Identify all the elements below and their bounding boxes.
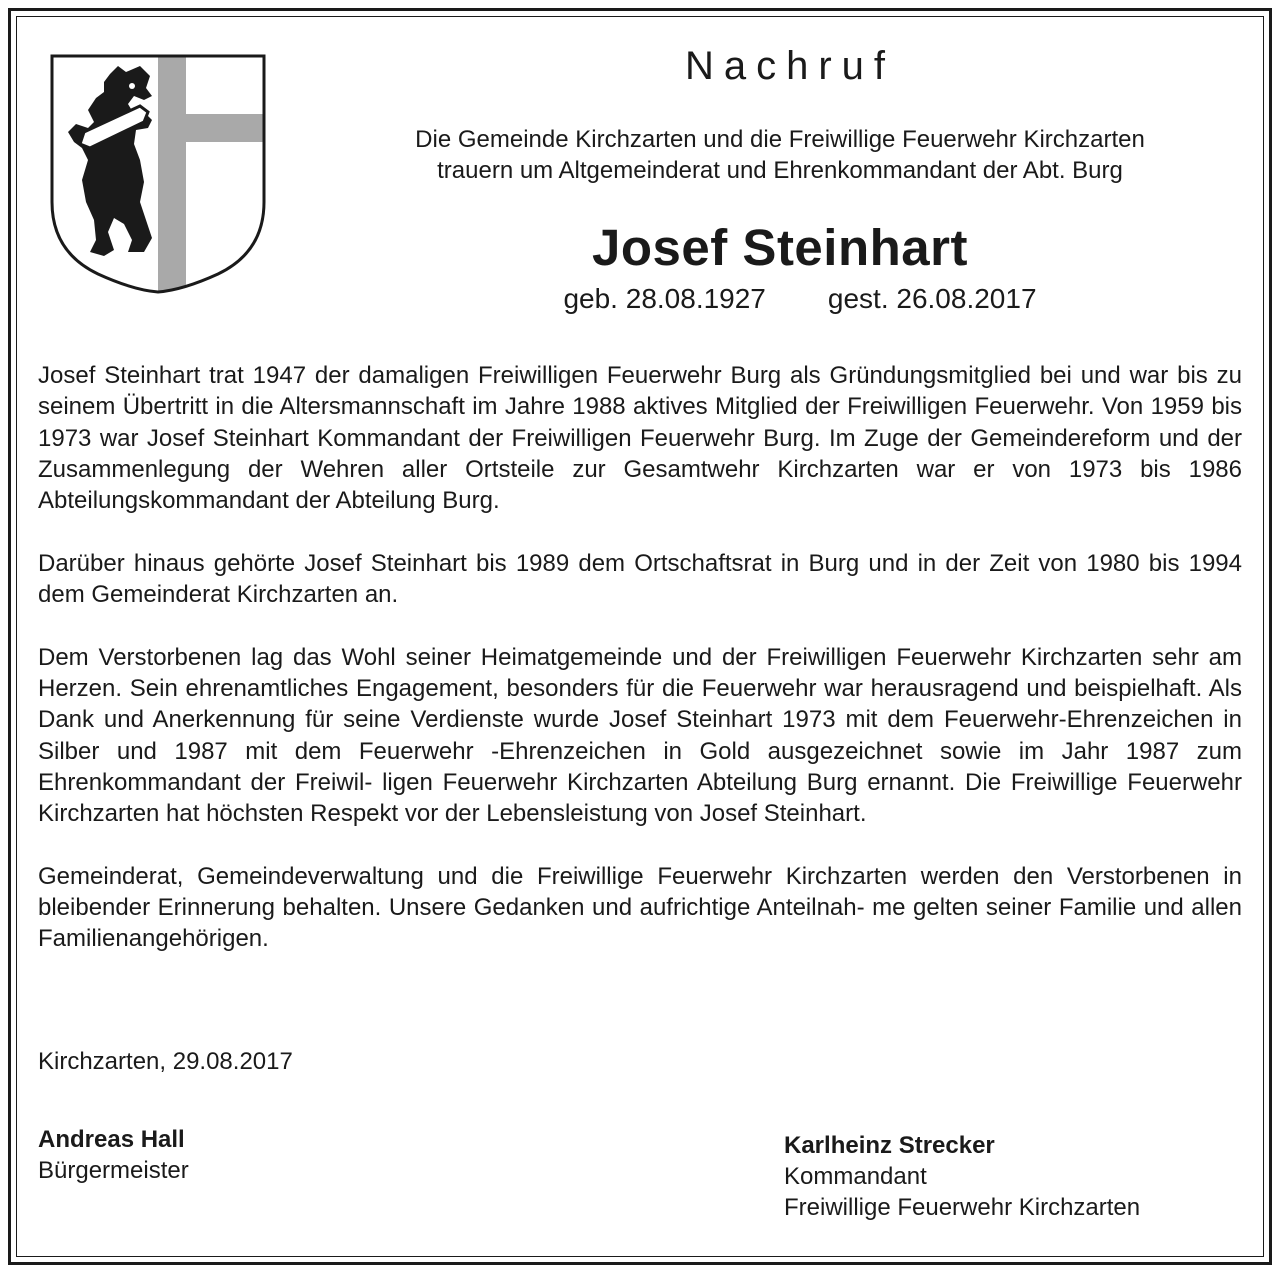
death-date: gest. 26.08.2017 bbox=[827, 283, 1037, 314]
body-paragraph: Gemeinderat, Gemeindeverwaltung und die Freiwillige Feuerwehr Kirchzarten werden den Verstorbenen in bleibender Erinnerung behalten. Unsere Gedanken und aufrichtige Anteilnah- me gelten seiner Familie und allen Familienangehörigen. bbox=[38, 862, 1242, 953]
coat-of-arms-bear-cross-icon bbox=[48, 52, 268, 294]
intro-line-2: trauern um Altgemeinderat und Ehrenkommandant der Abt. Burg bbox=[437, 157, 1123, 184]
signature-block-mayor bbox=[38, 1124, 189, 1186]
place-and-date: Kirchzarten, 29.08.2017 bbox=[38, 1048, 293, 1075]
signer-role: Kommandant bbox=[784, 1163, 927, 1190]
notice-title: Nachruf bbox=[684, 44, 896, 88]
signature-block-commander bbox=[784, 1130, 1140, 1223]
intro-text bbox=[320, 124, 1240, 186]
signer-name: Karlheinz Strecker bbox=[784, 1132, 995, 1159]
signer-organization: Freiwillige Feuerwehr Kirchzarten bbox=[784, 1194, 1141, 1221]
body-paragraph: Darüber hinaus gehörte Josef Steinhart bis 1989 dem Ortschaftsrat in Burg und in der Zeit von 1980 bis 1994 dem Gemeinderat Kirchzarten an. bbox=[38, 549, 1242, 609]
body-paragraph: Josef Steinhart trat 1947 der damaligen Freiwilligen Feuerwehr Burg als Gründungsmitglied bei und war bis zu seinem Übertritt in die Altersmannschaft im Jahre 1988 aktives Mitglied der Freiwilligen Feuerwehr. Von 1959 bis 1973 war Josef Steinhart Kommandant der Freiwilligen Feuerwehr Burg. Im Zuge der Gemeindereform und der Zusammenlegung der Wehren aller Ortsteile zur Gesamtwehr Kirchzarten war er von 1973 bis 1986 Abteilungskommandant der Abteilung Burg. bbox=[38, 362, 1242, 515]
body-paragraph: Dem Verstorbenen lag das Wohl seiner Heimatgemeinde und der Freiwilligen Feuerwehr Kirchzarten sehr am Herzen. Sein ehrenamtliches Engagement, besonders für die Feuerwehr war herausragend und beispielhaft. Als Dank und Anerkennung für seine Verdienste wurde Josef Steinhart 1973 mit dem Feuerwehr-Ehrenzeichen in Silber und 1987 mit dem Feuerwehr -Ehrenzeichen in Gold ausgezeichnet sowie im Jahr 1987 zum Ehrenkommandant der Freiwil- ligen Feuerwehr Kirchzarten Abteilung Burg ernannt. Die Freiwillige Feuerwehr Kirchzarten hat höchsten Respekt vor der Lebensleistung von Josef Steinhart. bbox=[38, 643, 1242, 828]
signer-role: Bürgermeister bbox=[38, 1157, 189, 1184]
life-dates bbox=[440, 283, 1160, 315]
deceased-name: Josef Steinhart bbox=[592, 219, 968, 276]
intro-line-1: Die Gemeinde Kirchzarten und die Freiwillige Feuerwehr Kirchzarten bbox=[415, 126, 1145, 153]
signer-name: Andreas Hall bbox=[38, 1126, 185, 1153]
notice-body bbox=[38, 360, 1242, 986]
birth-date: geb. 28.08.1927 bbox=[563, 283, 766, 314]
